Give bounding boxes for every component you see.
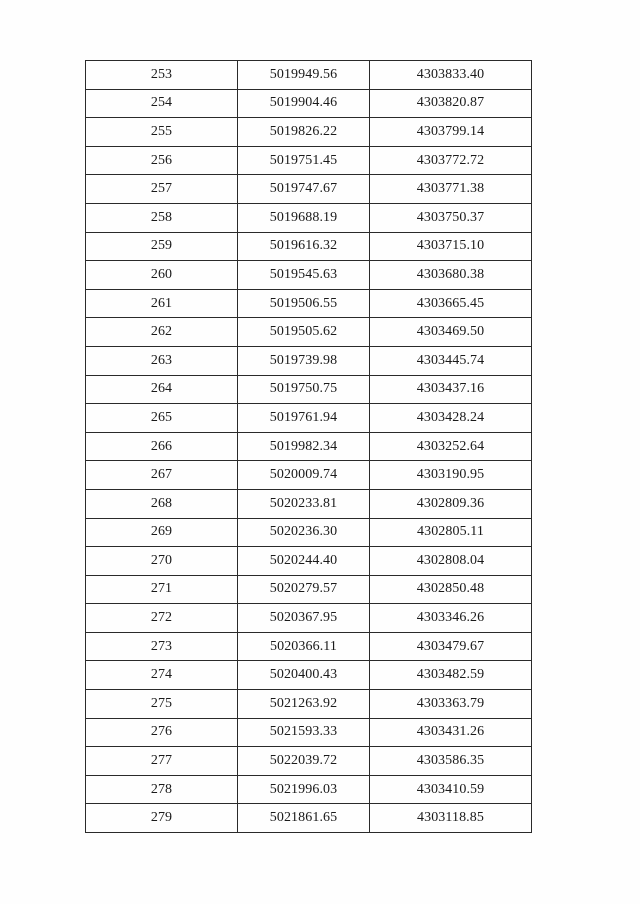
table-row	[86, 747, 532, 776]
table-row	[86, 61, 532, 90]
point-number-cell: 277	[86, 747, 238, 776]
point-number-cell: 268	[86, 489, 238, 518]
point-number-cell: 261	[86, 289, 238, 318]
table-row	[86, 175, 532, 204]
table-row	[86, 518, 532, 547]
y-coordinate-cell: 4302809.36	[370, 489, 532, 518]
point-number-cell: 258	[86, 203, 238, 232]
table-row	[86, 346, 532, 375]
y-coordinate-cell: 4303799.14	[370, 118, 532, 147]
point-number-cell: 265	[86, 404, 238, 433]
x-coordinate-cell: 5019826.22	[238, 118, 370, 147]
y-coordinate-cell: 4303833.40	[370, 61, 532, 90]
y-coordinate-cell: 4303820.87	[370, 89, 532, 118]
point-number-cell: 266	[86, 432, 238, 461]
table-row	[86, 146, 532, 175]
point-number-cell: 276	[86, 718, 238, 747]
y-coordinate-cell: 4303482.59	[370, 661, 532, 690]
x-coordinate-cell: 5022039.72	[238, 747, 370, 776]
y-coordinate-cell: 4303431.26	[370, 718, 532, 747]
y-coordinate-cell: 4303445.74	[370, 346, 532, 375]
x-coordinate-cell: 5021263.92	[238, 690, 370, 719]
point-number-cell: 267	[86, 461, 238, 490]
point-number-cell: 279	[86, 804, 238, 833]
y-coordinate-cell: 4303680.38	[370, 261, 532, 290]
y-coordinate-cell: 4303118.85	[370, 804, 532, 833]
table-row	[86, 461, 532, 490]
coordinate-table	[85, 60, 532, 833]
y-coordinate-cell: 4302805.11	[370, 518, 532, 547]
y-coordinate-cell: 4302808.04	[370, 547, 532, 576]
x-coordinate-cell: 5020236.30	[238, 518, 370, 547]
x-coordinate-cell: 5019751.45	[238, 146, 370, 175]
table-row	[86, 690, 532, 719]
point-number-cell: 257	[86, 175, 238, 204]
table-row	[86, 775, 532, 804]
table-row	[86, 289, 532, 318]
y-coordinate-cell: 4303750.37	[370, 203, 532, 232]
y-coordinate-cell: 4303346.26	[370, 604, 532, 633]
table-row	[86, 604, 532, 633]
y-coordinate-cell: 4303479.67	[370, 632, 532, 661]
y-coordinate-cell: 4303586.35	[370, 747, 532, 776]
x-coordinate-cell: 5019904.46	[238, 89, 370, 118]
table-row	[86, 632, 532, 661]
x-coordinate-cell: 5019616.32	[238, 232, 370, 261]
y-coordinate-cell: 4303469.50	[370, 318, 532, 347]
table-row	[86, 203, 532, 232]
table-row	[86, 232, 532, 261]
point-number-cell: 269	[86, 518, 238, 547]
x-coordinate-cell: 5019949.56	[238, 61, 370, 90]
point-number-cell: 271	[86, 575, 238, 604]
table-row	[86, 261, 532, 290]
table-row	[86, 89, 532, 118]
table-row	[86, 489, 532, 518]
point-number-cell: 253	[86, 61, 238, 90]
x-coordinate-cell: 5021593.33	[238, 718, 370, 747]
table-row	[86, 547, 532, 576]
x-coordinate-cell: 5020400.43	[238, 661, 370, 690]
x-coordinate-cell: 5019505.62	[238, 318, 370, 347]
y-coordinate-cell: 4303252.64	[370, 432, 532, 461]
y-coordinate-cell: 4303771.38	[370, 175, 532, 204]
point-number-cell: 272	[86, 604, 238, 633]
x-coordinate-cell: 5020233.81	[238, 489, 370, 518]
table-row	[86, 661, 532, 690]
table-row	[86, 118, 532, 147]
table-row	[86, 718, 532, 747]
point-number-cell: 278	[86, 775, 238, 804]
table-row	[86, 375, 532, 404]
table-row	[86, 432, 532, 461]
x-coordinate-cell: 5020244.40	[238, 547, 370, 576]
point-number-cell: 273	[86, 632, 238, 661]
point-number-cell: 262	[86, 318, 238, 347]
table-row	[86, 318, 532, 347]
x-coordinate-cell: 5021996.03	[238, 775, 370, 804]
point-number-cell: 260	[86, 261, 238, 290]
x-coordinate-cell: 5019739.98	[238, 346, 370, 375]
x-coordinate-cell: 5019982.34	[238, 432, 370, 461]
point-number-cell: 263	[86, 346, 238, 375]
x-coordinate-cell: 5019506.55	[238, 289, 370, 318]
table-row	[86, 404, 532, 433]
table-row	[86, 804, 532, 833]
x-coordinate-cell: 5021861.65	[238, 804, 370, 833]
y-coordinate-cell: 4303437.16	[370, 375, 532, 404]
table-row	[86, 575, 532, 604]
x-coordinate-cell: 5020009.74	[238, 461, 370, 490]
point-number-cell: 270	[86, 547, 238, 576]
point-number-cell: 274	[86, 661, 238, 690]
point-number-cell: 264	[86, 375, 238, 404]
x-coordinate-cell: 5019747.67	[238, 175, 370, 204]
x-coordinate-cell: 5019545.63	[238, 261, 370, 290]
coordinate-table-body	[86, 61, 532, 833]
y-coordinate-cell: 4303410.59	[370, 775, 532, 804]
point-number-cell: 275	[86, 690, 238, 719]
x-coordinate-cell: 5019750.75	[238, 375, 370, 404]
x-coordinate-cell: 5020366.11	[238, 632, 370, 661]
y-coordinate-cell: 4303772.72	[370, 146, 532, 175]
point-number-cell: 256	[86, 146, 238, 175]
point-number-cell: 255	[86, 118, 238, 147]
y-coordinate-cell: 4303428.24	[370, 404, 532, 433]
y-coordinate-cell: 4303190.95	[370, 461, 532, 490]
y-coordinate-cell: 4303665.45	[370, 289, 532, 318]
x-coordinate-cell: 5019761.94	[238, 404, 370, 433]
x-coordinate-cell: 5020279.57	[238, 575, 370, 604]
y-coordinate-cell: 4302850.48	[370, 575, 532, 604]
point-number-cell: 259	[86, 232, 238, 261]
x-coordinate-cell: 5019688.19	[238, 203, 370, 232]
x-coordinate-cell: 5020367.95	[238, 604, 370, 633]
y-coordinate-cell: 4303715.10	[370, 232, 532, 261]
y-coordinate-cell: 4303363.79	[370, 690, 532, 719]
point-number-cell: 254	[86, 89, 238, 118]
